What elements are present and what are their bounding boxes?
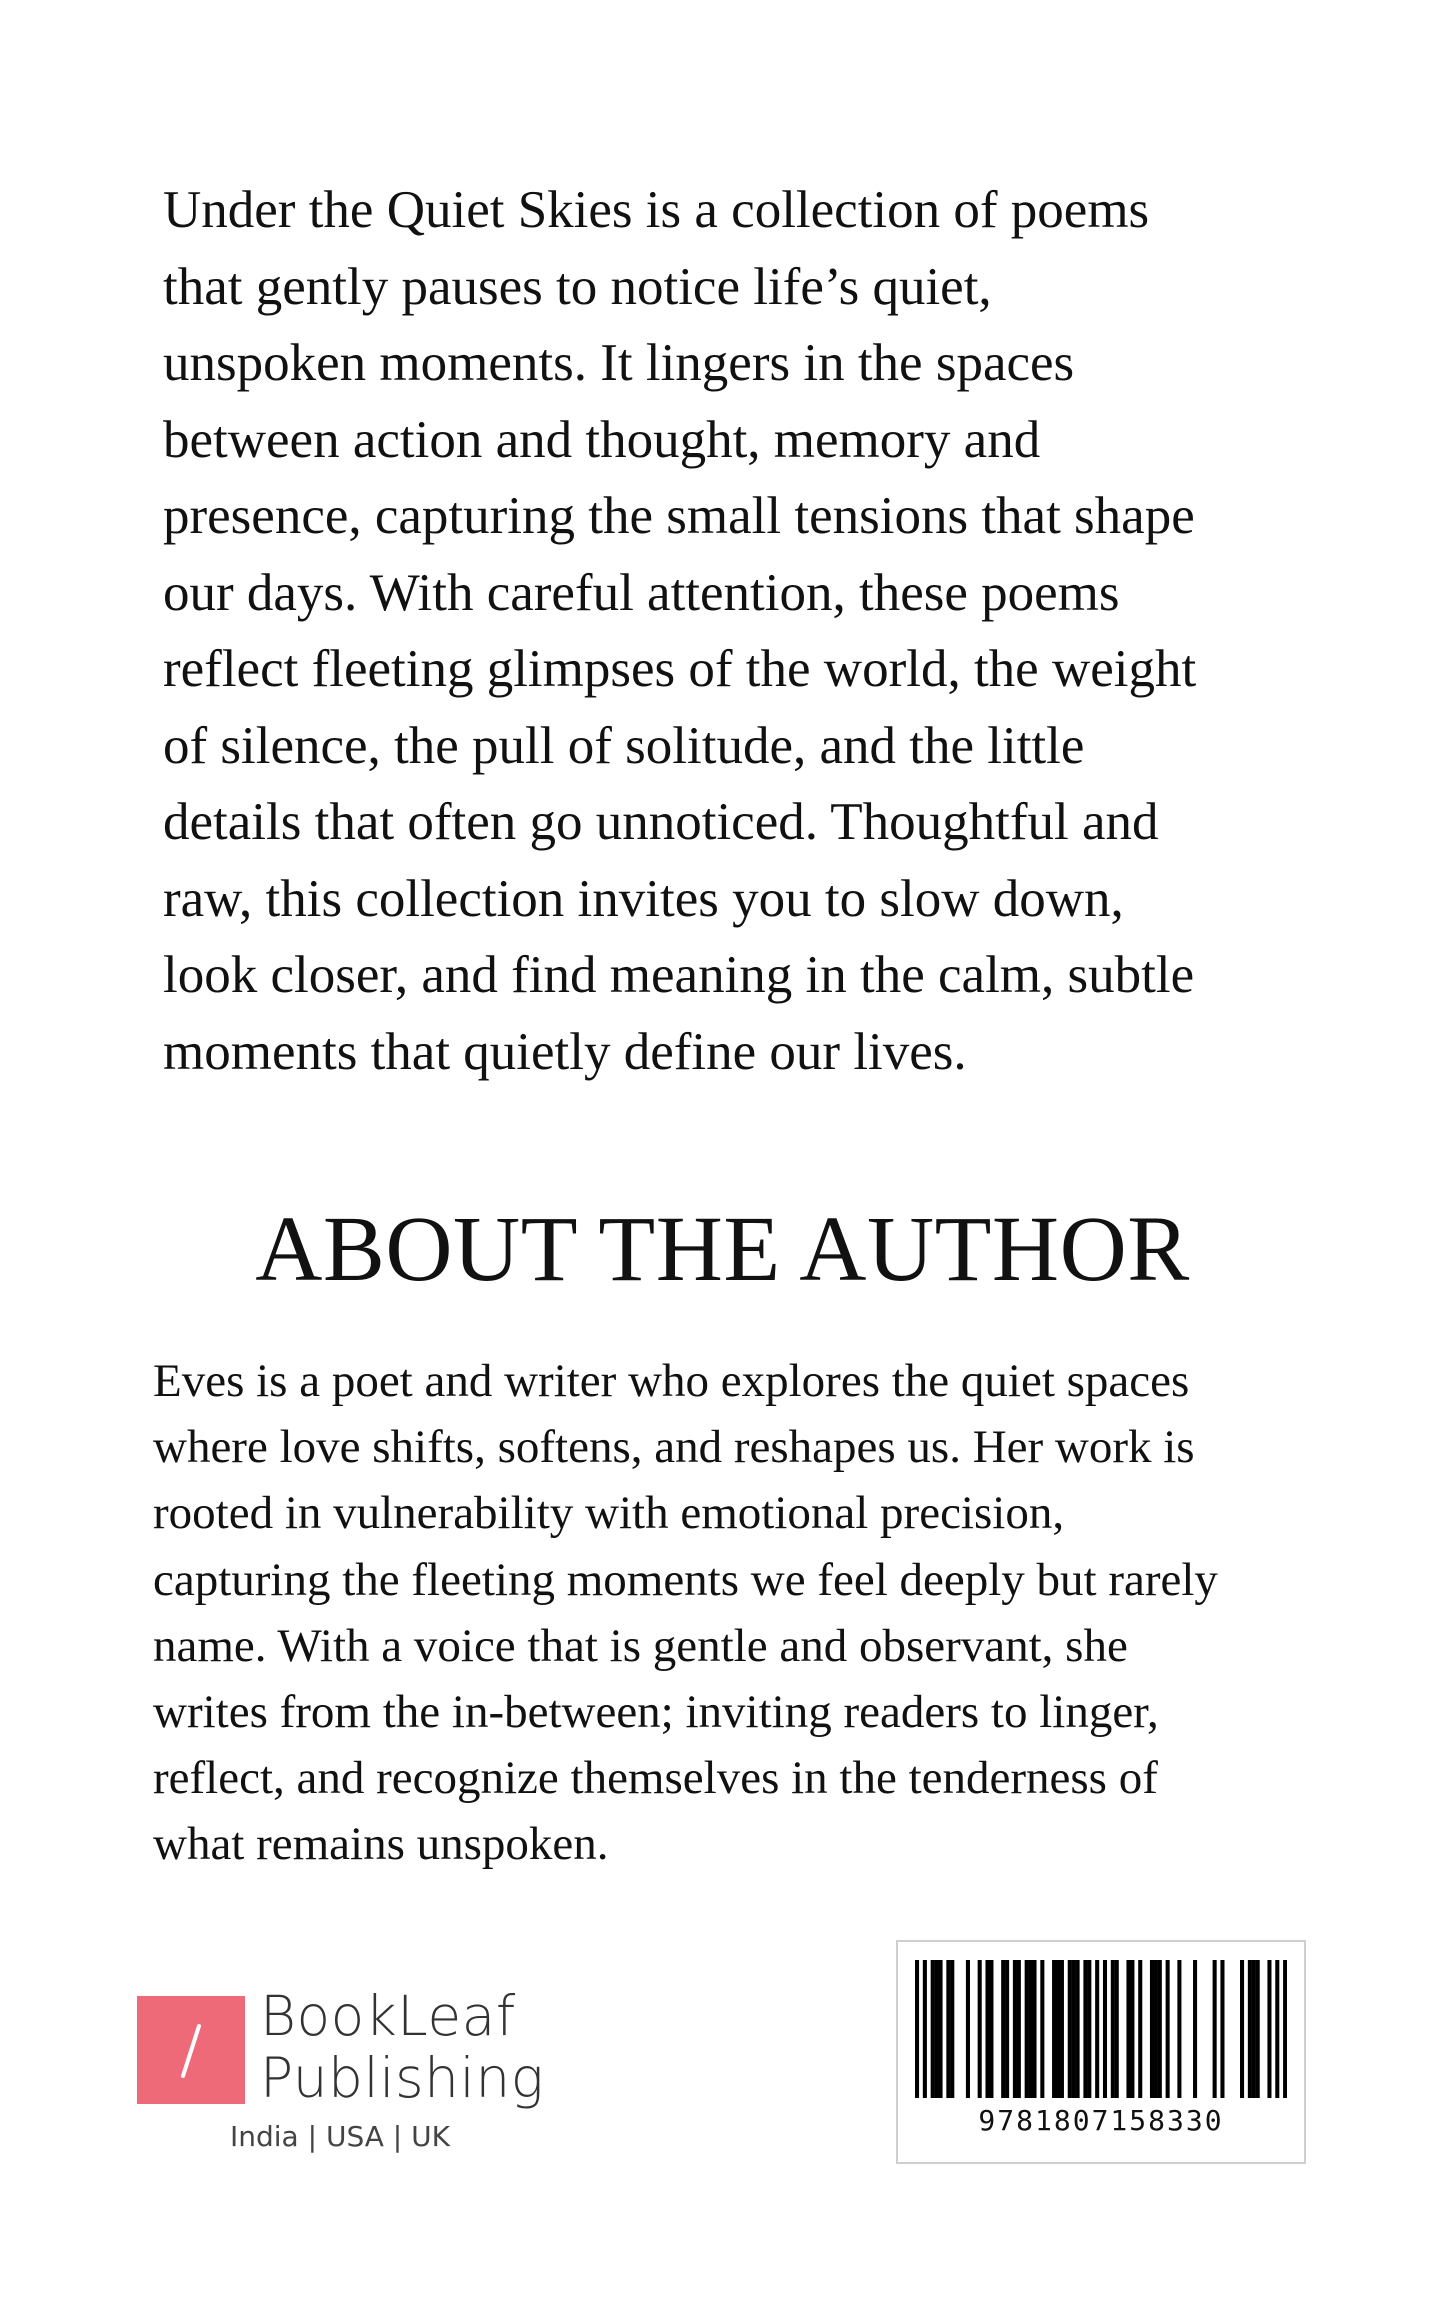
bio-line: capturing the fleeting moments we feel deeply but rarely (153, 1553, 1218, 1606)
barcode-bars (915, 1960, 1287, 2098)
blurb-line: presence, capturing the small tensions that shape (163, 487, 1195, 545)
isbn-number: 9781807158330 (978, 2104, 1224, 2137)
publisher-name-line1: BookLeaf (260, 1984, 516, 2048)
barcode-bar (1005, 1960, 1009, 2098)
blurb-line: raw, this collection invites you to slow down, (163, 869, 1124, 928)
barcode-bar (1040, 1960, 1044, 2098)
barcode-bar (1083, 1960, 1087, 2098)
blurb-line: Under the Quiet Skies is a collection of poems (163, 181, 1150, 239)
blurb-line: unspoken moments. It lingers in the spaces (163, 334, 1075, 392)
book-blurb (163, 172, 1313, 1090)
barcode-bar (1193, 1960, 1197, 2098)
barcode-bar (1213, 1960, 1217, 2098)
barcode-bar (1111, 1960, 1115, 2098)
blurb-line: our days. With careful attention, these poems (163, 563, 1120, 622)
bio-line: what remains unspoken. (153, 1818, 609, 1871)
bio-line: name. With a voice that is gentle and observant, she (153, 1619, 1128, 1672)
barcode-bar (1220, 1960, 1224, 2098)
bio-line: reflect, and recognize themselves in the tenderness of (153, 1752, 1158, 1805)
barcode-bar (1060, 1960, 1064, 2098)
barcode-bar (1158, 1960, 1162, 2098)
barcode-bar (1029, 1960, 1033, 2098)
barcode-bar (1126, 1960, 1130, 2098)
barcode-bar (966, 1960, 970, 2098)
barcode-bar (1072, 1960, 1076, 2098)
barcode-bar (1013, 1960, 1017, 2098)
barcode-bar (1154, 1960, 1158, 2098)
bio-line: writes from the in-between; inviting readers to linger, (153, 1686, 1159, 1739)
barcode-bar (1001, 1960, 1005, 2098)
barcode-bar (978, 1960, 982, 2098)
blurb-line: that gently pauses to notice life’s quiet, (163, 257, 992, 316)
blurb-line: of silence, the pull of solitude, and the little (163, 716, 1085, 775)
barcode-bar (923, 1960, 927, 2098)
publisher-logo-mark (137, 1996, 245, 2104)
barcode-bar (938, 1960, 942, 2098)
barcode-bar (1177, 1960, 1181, 2098)
barcode-bar (1076, 1960, 1080, 2098)
publisher-name-line2: Publishing (260, 2046, 545, 2110)
publisher-logo (137, 1984, 557, 2158)
blurb-line: between action and thought, memory and (163, 410, 1041, 469)
barcode-bar (1166, 1960, 1170, 2098)
barcode-bar (915, 1960, 919, 2098)
bio-line: rooted in vulnerability with emotional precision, (153, 1487, 1065, 1540)
barcode-bar (1240, 1960, 1244, 2098)
blurb-line: look closer, and find meaning in the calm, subtle (163, 946, 1195, 1004)
bio-line: where love shifts, softens, and reshapes us. Her work is (153, 1421, 1195, 1474)
barcode-bar (1150, 1960, 1154, 2098)
barcode-bar (1068, 1960, 1072, 2098)
author-bio (153, 1348, 1313, 1878)
bio-line: Eves is a poet and writer who explores the quiet spaces (153, 1355, 1190, 1407)
barcode-bar (1252, 1960, 1256, 2098)
barcode-bar (1087, 1960, 1091, 2098)
barcode-bar (1130, 1960, 1134, 2098)
slash-icon (137, 1996, 245, 2104)
barcode-bar (985, 1960, 989, 2098)
barcode-bar (1138, 1960, 1142, 2098)
barcode-bar (1025, 1960, 1029, 2098)
barcode-bar (1248, 1960, 1252, 2098)
isbn-barcode (896, 1940, 1306, 2164)
about-the-author-heading: ABOUT THE AUTHOR (255, 1198, 1190, 1301)
barcode-bar (1103, 1960, 1107, 2098)
barcode-bar (1032, 1960, 1036, 2098)
barcode-bar (1056, 1960, 1060, 2098)
blurb-line: reflect fleeting glimpses of the world, the weight (163, 640, 1197, 698)
barcode-bar (1283, 1960, 1287, 2098)
barcode-bar (935, 1960, 939, 2098)
barcode-bar (1275, 1960, 1279, 2098)
barcode-bar (950, 1960, 954, 2098)
barcode-bar (1017, 1960, 1021, 2098)
barcode-bar (1095, 1960, 1099, 2098)
barcode-bar (946, 1960, 950, 2098)
barcode-bar (989, 1960, 993, 2098)
blurb-line: details that often go unnoticed. Thoughtful and (163, 793, 1159, 851)
publisher-regions: India | USA | UK (230, 2120, 450, 2153)
blurb-line: moments that quietly define our lives. (163, 1022, 967, 1081)
barcode-bar (1267, 1960, 1271, 2098)
barcode-bar (1115, 1960, 1119, 2098)
barcode-bar (1256, 1960, 1260, 2098)
barcode-bar (931, 1960, 935, 2098)
barcode-bar (1052, 1960, 1056, 2098)
